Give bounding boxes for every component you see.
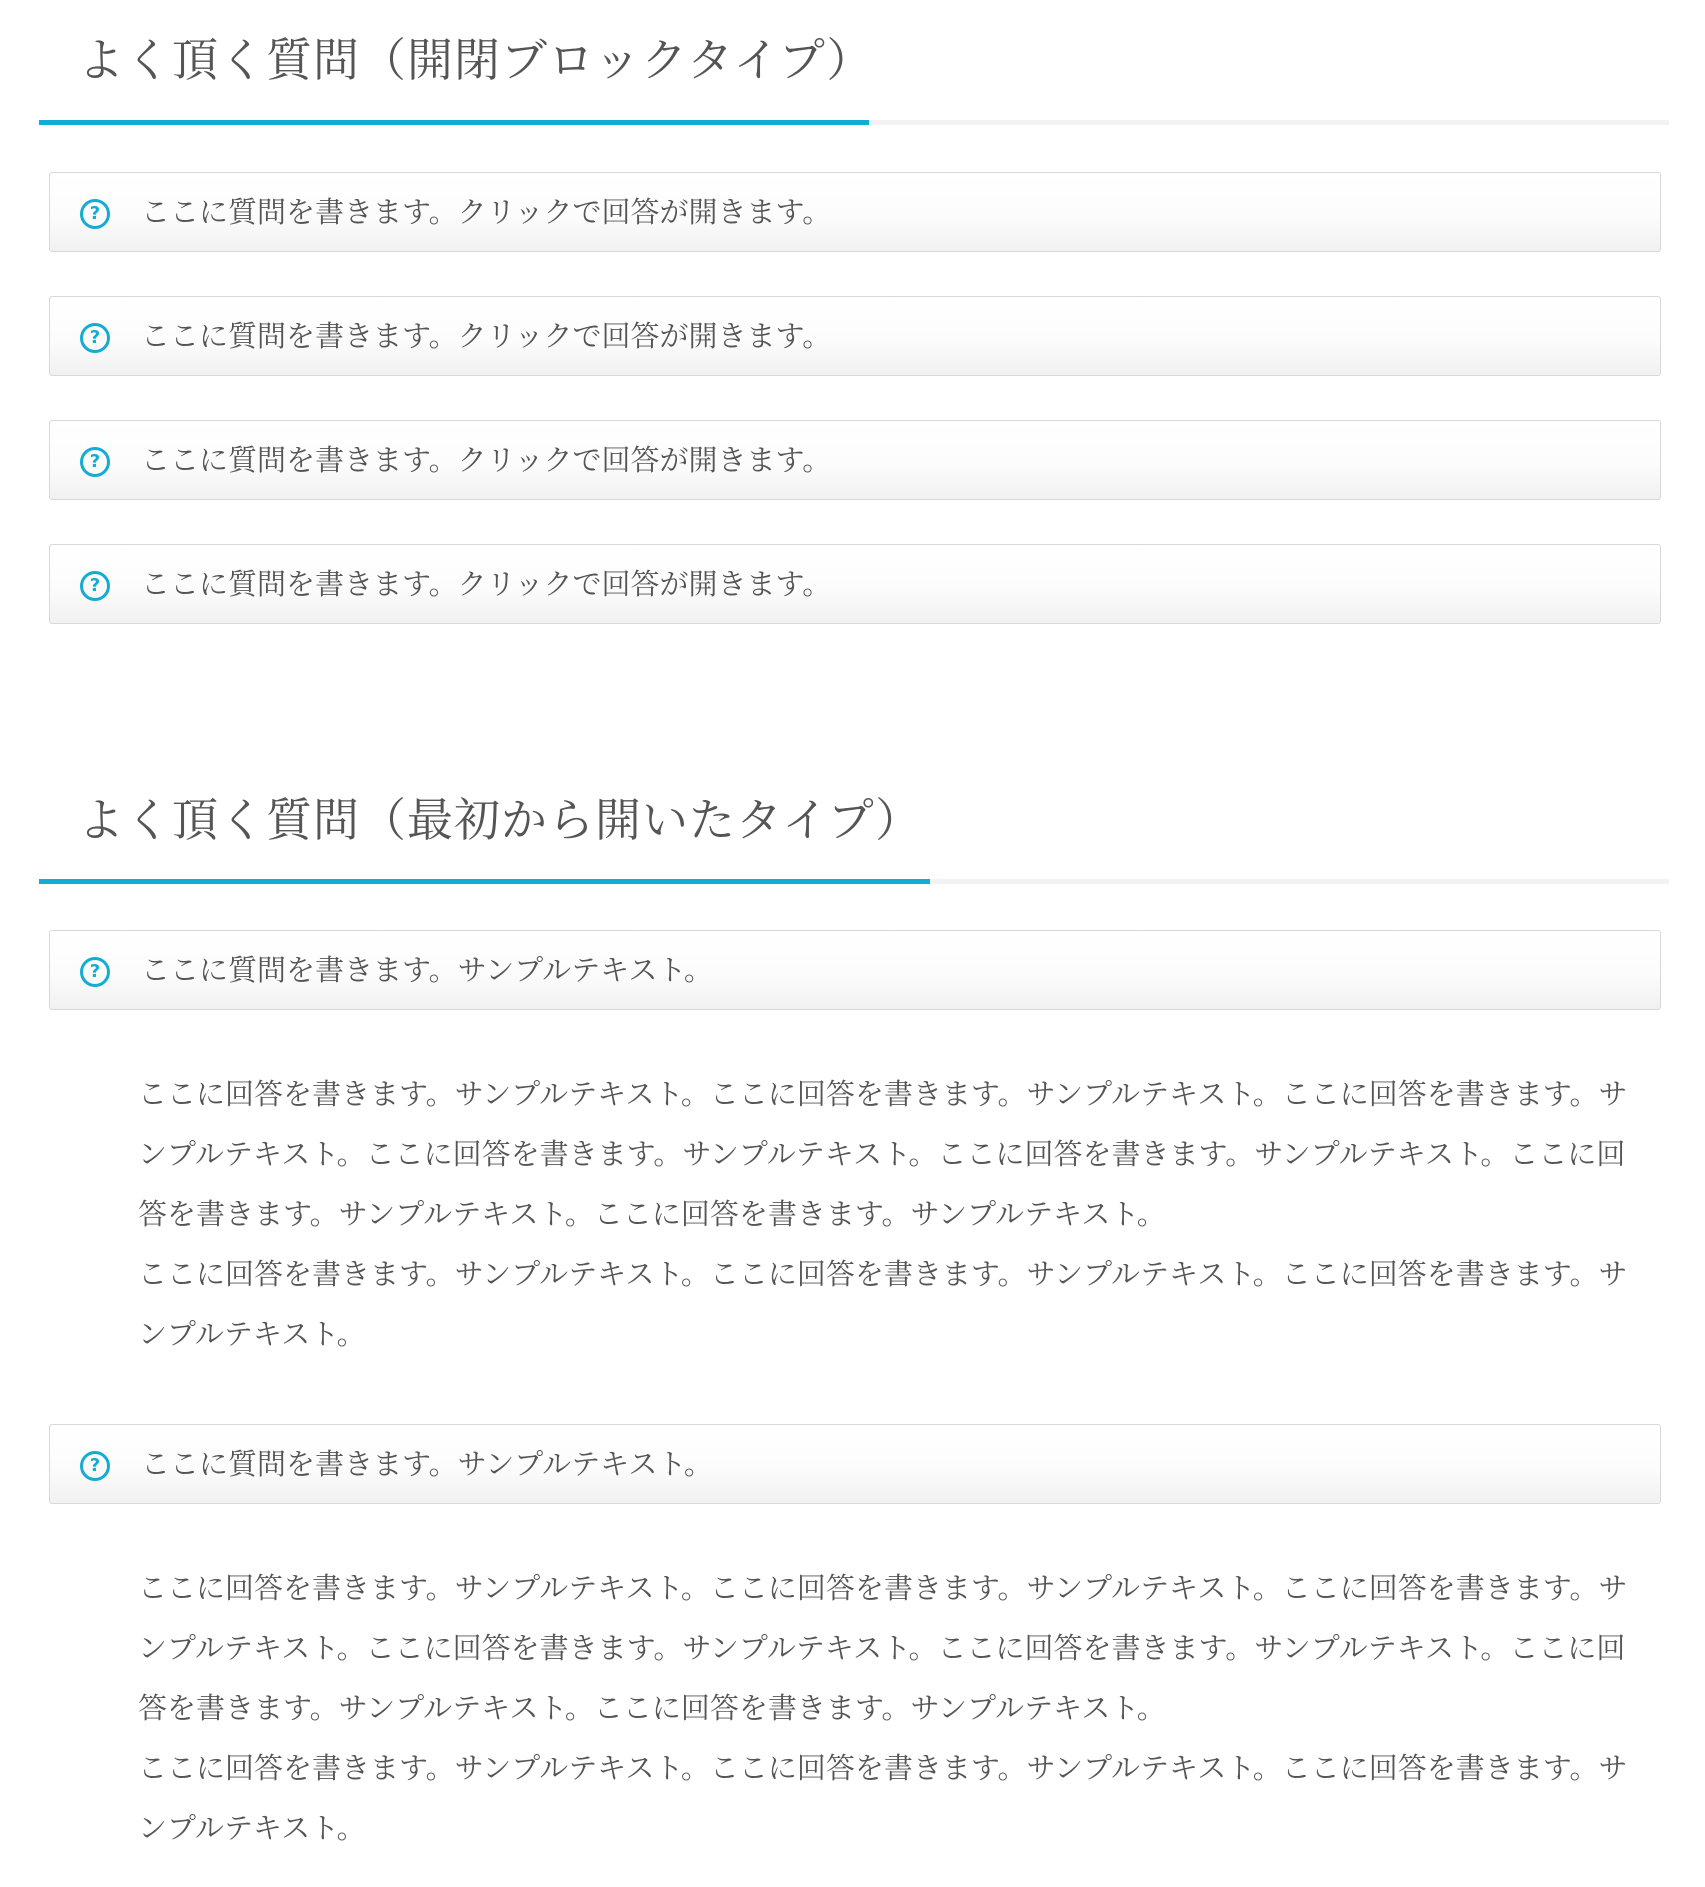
section-title-underline-accent bbox=[39, 120, 869, 125]
question-circle-icon: ? bbox=[80, 323, 110, 353]
section-title-underline-accent bbox=[39, 879, 930, 884]
faq-question-text: ここに質問を書きます。サンプルテキスト。 bbox=[141, 1447, 713, 1481]
question-circle-icon: ? bbox=[80, 957, 110, 987]
faq-question-toggle[interactable] bbox=[49, 172, 1661, 252]
faq-question-text: ここに質問を書きます。クリックで回答が開きます。 bbox=[141, 567, 832, 601]
section-title-underline bbox=[39, 879, 1669, 884]
faq-answer-paragraph: ここに回答を書きます。サンプルテキスト。ここに回答を書きます。サンプルテキスト。ここに回答を書きます。サンプルテキスト。ここに回答を書きます。サンプルテキスト。ここに回答を書きます。サンプルテキスト。ここに回答を書きます。サンプルテキスト。ここに回答を書きます。サンプルテキスト。 bbox=[138, 1077, 1628, 1231]
section-title-open: よく頂く質問（最初から開いたタイプ） bbox=[78, 793, 923, 847]
faq-question-text: ここに質問を書きます。クリックで回答が開きます。 bbox=[141, 443, 832, 477]
faq-question-toggle[interactable] bbox=[49, 1424, 1661, 1504]
faq-question-toggle[interactable] bbox=[49, 296, 1661, 376]
faq-answer bbox=[138, 1064, 1638, 1364]
section-title-underline bbox=[39, 120, 1669, 125]
faq-question-toggle[interactable] bbox=[49, 420, 1661, 500]
faq-question-toggle[interactable] bbox=[49, 544, 1661, 624]
faq-question-text: ここに質問を書きます。クリックで回答が開きます。 bbox=[141, 195, 832, 229]
faq-answer-paragraph: ここに回答を書きます。サンプルテキスト。ここに回答を書きます。サンプルテキスト。ここに回答を書きます。サンプルテキスト。ここに回答を書きます。サンプルテキスト。ここに回答を書きます。サンプルテキスト。ここに回答を書きます。サンプルテキスト。ここに回答を書きます。サンプルテキスト。 bbox=[138, 1571, 1628, 1725]
faq-question-text: ここに質問を書きます。クリックで回答が開きます。 bbox=[141, 319, 832, 353]
question-circle-icon: ? bbox=[80, 199, 110, 229]
question-circle-icon: ? bbox=[80, 447, 110, 477]
faq-question-toggle[interactable] bbox=[49, 930, 1661, 1010]
question-circle-icon: ? bbox=[80, 1451, 110, 1481]
question-circle-icon: ? bbox=[80, 571, 110, 601]
faq-answer-paragraph: ここに回答を書きます。サンプルテキスト。ここに回答を書きます。サンプルテキスト。ここに回答を書きます。サンプルテキスト。 bbox=[138, 1751, 1628, 1845]
faq-question-text: ここに質問を書きます。サンプルテキスト。 bbox=[141, 953, 713, 987]
section-title-accordion: よく頂く質問（開閉ブロックタイプ） bbox=[78, 33, 874, 87]
faq-answer bbox=[138, 1558, 1638, 1858]
faq-answer-paragraph: ここに回答を書きます。サンプルテキスト。ここに回答を書きます。サンプルテキスト。ここに回答を書きます。サンプルテキスト。 bbox=[138, 1257, 1628, 1351]
